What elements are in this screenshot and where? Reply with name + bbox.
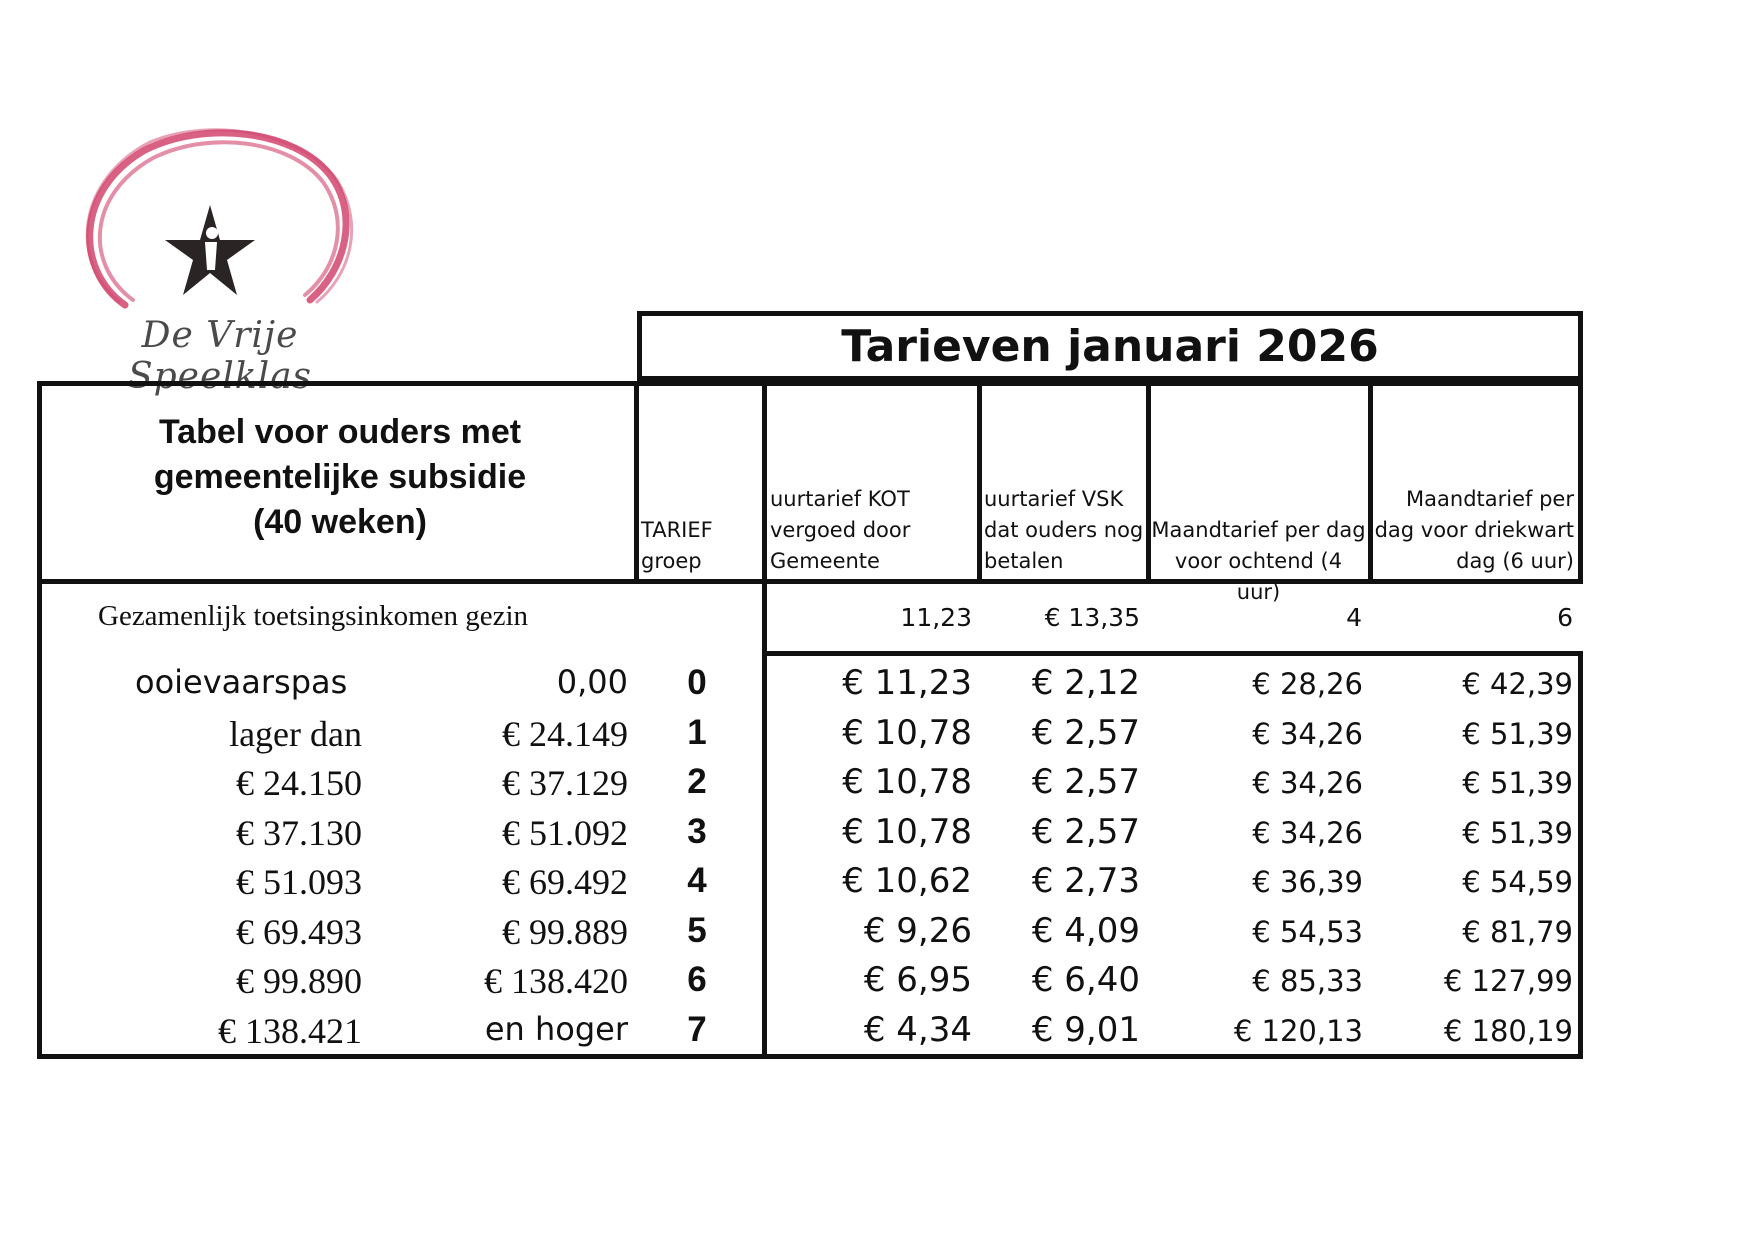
cell-from: € 37.130 — [236, 812, 362, 853]
header-line: voor ochtend (4 uur) — [1174, 549, 1343, 604]
table-title-line: Tabel voor ouders met — [158, 413, 522, 451]
header-line: Gemeente — [770, 549, 880, 573]
column-header-kot — [770, 484, 910, 577]
cell-vsk: € 9,01 — [1031, 1009, 1140, 1050]
cell-ochtend: € 36,39 — [1252, 865, 1363, 899]
table-left-border — [37, 584, 42, 1059]
cell-ochtend: € 54,53 — [1252, 914, 1363, 949]
header-line: uurtarief KOT — [770, 487, 910, 511]
cell-from: ooievaarspas — [135, 663, 348, 701]
cell-ochtend: € 120,13 — [1233, 1013, 1363, 1048]
star-figure-icon — [165, 205, 255, 295]
header-line: betalen — [984, 549, 1064, 573]
column-header-vsk — [984, 484, 1143, 577]
logo-text: De Vrije Speelklas — [127, 315, 313, 397]
table-title-line: (40 weken) — [253, 503, 427, 541]
subheader-driekwart: 6 — [1557, 603, 1573, 632]
cell-driekwart: € 51,39 — [1462, 815, 1573, 850]
cell-from: € 138.421 — [218, 1010, 362, 1051]
header-line: vergoed door — [770, 518, 911, 542]
cell-group: 4 — [687, 861, 707, 900]
cell-kot: € 4,34 — [863, 1009, 972, 1050]
divider — [977, 381, 982, 584]
cell-ochtend: € 34,26 — [1252, 716, 1363, 751]
header-line: Maandtarief per — [1406, 487, 1574, 511]
header-line: Maandtarief per dag — [1151, 518, 1366, 542]
logo — [55, 120, 385, 397]
page-title: Tarieven januari 2026 — [841, 320, 1379, 372]
column-header-tarief — [641, 515, 713, 577]
cell-kot: € 10,62 — [842, 861, 972, 901]
cell-ochtend: € 28,26 — [1252, 667, 1363, 701]
logo-ring-icon — [55, 120, 385, 320]
cell-to: en hoger — [484, 1009, 628, 1048]
cell-group: 2 — [687, 762, 707, 801]
table-title — [40, 410, 640, 545]
cell-to: € 24.149 — [502, 713, 628, 754]
title-box — [637, 311, 1583, 381]
table-bottom-border — [37, 1054, 1583, 1059]
cell-vsk: € 2,57 — [1031, 811, 1140, 852]
column-header-driekwart — [1374, 484, 1574, 577]
cell-vsk: € 2,57 — [1031, 712, 1140, 753]
cell-driekwart: € 51,39 — [1462, 766, 1573, 800]
cell-driekwart: € 54,59 — [1462, 865, 1573, 899]
cell-kot: € 11,23 — [842, 663, 972, 703]
cell-group: 5 — [687, 910, 707, 950]
cell-kot: € 10,78 — [842, 811, 972, 852]
values-top-border — [762, 651, 1583, 656]
cell-group: 1 — [687, 712, 707, 752]
cell-from: € 99.890 — [236, 961, 362, 1001]
header-line: dag voor driekwart — [1374, 518, 1574, 542]
cell-from: € 69.493 — [236, 911, 362, 952]
cell-driekwart: € 51,39 — [1462, 716, 1573, 751]
cell-vsk: € 4,09 — [1031, 910, 1140, 951]
divider — [762, 381, 767, 1059]
header-line: groep — [641, 549, 702, 573]
header-line: dag (6 uur) — [1456, 549, 1574, 573]
cell-kot: € 10,78 — [842, 712, 972, 753]
cell-vsk: € 2,12 — [1031, 663, 1140, 703]
cell-to: € 69.492 — [502, 862, 628, 902]
cell-driekwart: € 180,19 — [1443, 1013, 1573, 1048]
cell-to: € 37.129 — [502, 763, 628, 803]
header-line: uurtarief VSK — [984, 487, 1124, 511]
subheader-vsk: € 13,35 — [1044, 603, 1140, 632]
divider — [1368, 381, 1373, 584]
cell-driekwart: € 81,79 — [1462, 914, 1573, 949]
cell-driekwart: € 42,39 — [1462, 667, 1573, 701]
column-header-ochtend — [1151, 515, 1366, 608]
cell-kot: € 6,95 — [863, 960, 972, 1000]
cell-kot: € 9,26 — [863, 910, 972, 951]
cell-vsk: € 6,40 — [1031, 960, 1140, 1000]
cell-to: € 138.420 — [484, 961, 628, 1001]
cell-group: 6 — [687, 960, 707, 999]
cell-to: 0,00 — [556, 663, 628, 701]
cell-from: € 51.093 — [236, 862, 362, 902]
table-right-border — [1578, 651, 1583, 1059]
income-label: Gezamenlijk toetsingsinkomen gezin — [98, 600, 529, 632]
header-line: TARIEF — [641, 518, 713, 542]
cell-from: lager dan — [229, 713, 362, 754]
subheader-ochtend: 4 — [1346, 603, 1362, 632]
cell-driekwart: € 127,99 — [1443, 964, 1573, 998]
header-line: dat ouders nog — [984, 518, 1144, 542]
cell-to: € 51.092 — [502, 812, 628, 853]
cell-ochtend: € 85,33 — [1252, 964, 1363, 998]
cell-ochtend: € 34,26 — [1252, 766, 1363, 800]
cell-from: € 24.150 — [236, 763, 362, 803]
cell-vsk: € 2,57 — [1031, 762, 1140, 802]
cell-group: 0 — [687, 663, 707, 702]
table-title-line: gemeentelijke subsidie — [153, 458, 527, 496]
subheader-kot: 11,23 — [900, 603, 972, 632]
cell-ochtend: € 34,26 — [1252, 815, 1363, 850]
cell-kot: € 10,78 — [842, 762, 972, 802]
cell-group: 3 — [687, 811, 707, 851]
cell-vsk: € 2,73 — [1031, 861, 1140, 901]
cell-group: 7 — [687, 1009, 707, 1049]
cell-to: € 99.889 — [502, 911, 628, 952]
